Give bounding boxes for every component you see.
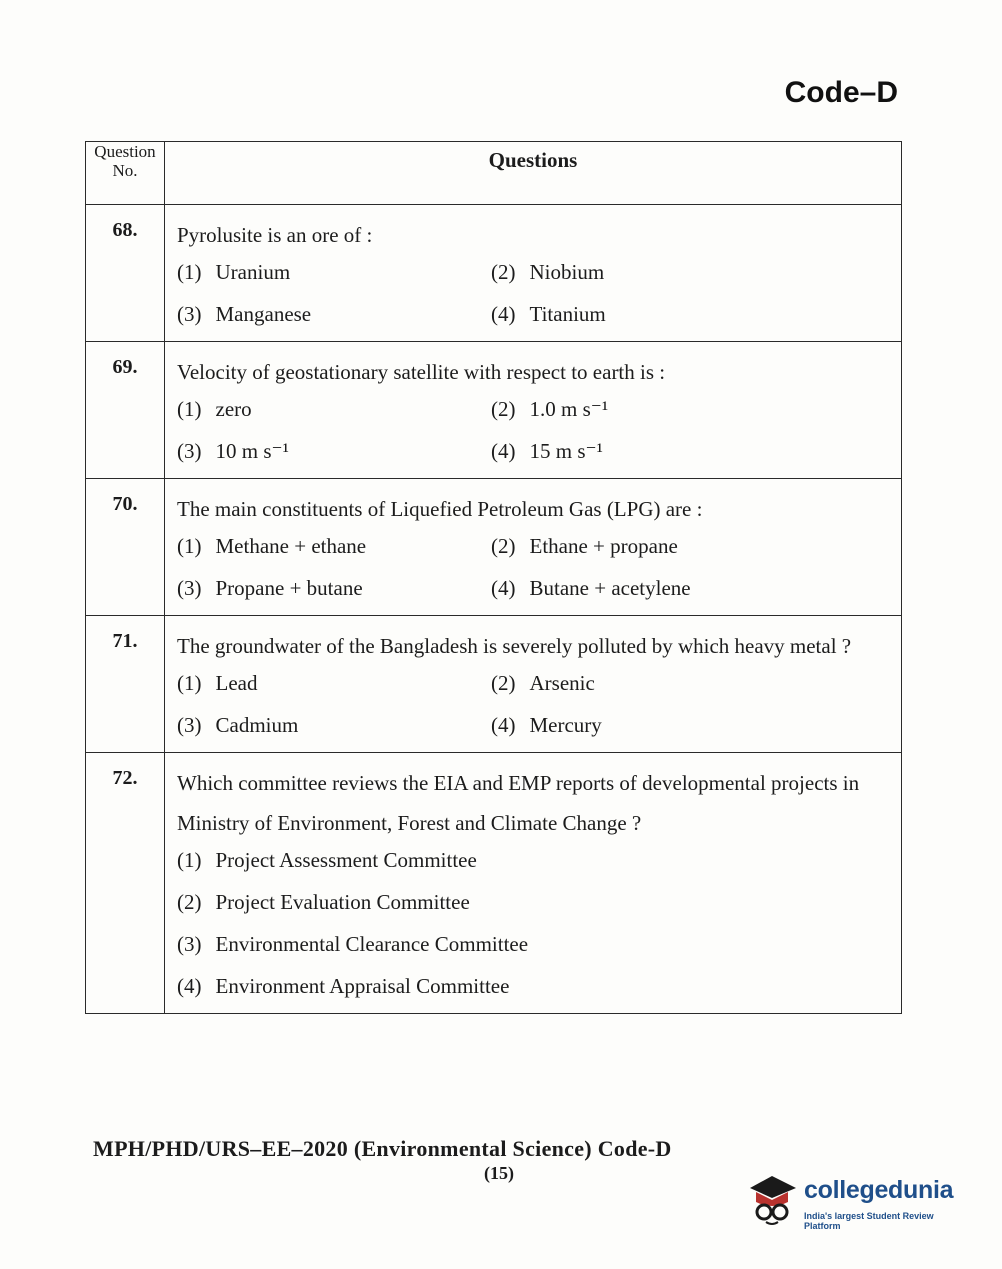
table-header-row [86,142,902,205]
option-text: Cadmium [215,713,299,737]
option-group [177,396,895,464]
option-number: (1) [177,397,202,421]
question-row [86,205,902,342]
answer-option [491,301,895,327]
option-group [177,670,895,738]
option-number: (3) [177,439,202,463]
question-number: 72. [86,753,165,1014]
option-number: (1) [177,848,202,872]
answer-option [491,575,895,601]
question-number: 68. [86,205,165,342]
brand-name: collegedunia [804,1176,954,1204]
question-body [165,479,902,616]
answer-option [491,533,895,559]
option-text: Titanium [529,302,606,326]
option-number: (2) [491,397,516,421]
question-number: 70. [86,479,165,616]
question-body [165,753,902,1014]
option-number: (2) [491,534,516,558]
answer-option [177,438,491,464]
option-number: (3) [177,932,202,956]
answer-option [177,301,491,327]
question-row [86,753,902,1014]
option-text: 1.0 m s⁻¹ [529,397,609,421]
answer-option [177,847,895,873]
question-text: The groundwater of the Bangladesh is severely polluted by which heavy metal ? [177,634,852,658]
option-text: Uranium [215,260,291,284]
question-number: 71. [86,616,165,753]
brand-tagline: India's largest Student Review Platform [804,1211,934,1231]
answer-option [177,396,491,422]
answer-option [491,670,895,696]
option-number: (2) [491,671,516,695]
option-text: Methane + ethane [215,534,367,558]
question-body [165,205,902,342]
option-group [177,533,895,601]
option-number: (4) [177,974,202,998]
questions-header: Questions [165,142,902,205]
answer-option [177,931,895,957]
option-text: 10 m s⁻¹ [215,439,289,463]
question-row [86,479,902,616]
option-number: (1) [177,534,202,558]
paper-code: Code–D [784,76,898,109]
option-text: Environment Appraisal Committee [215,974,510,998]
option-group [177,847,895,999]
question-text: Which committee reviews the EIA and EMP reports of developmental projects in Ministry of Environment, Forest and Climate Change ? [177,771,860,835]
question-rows [86,205,902,1014]
option-number: (4) [491,576,516,600]
collegedunia-watermark [742,1170,972,1230]
question-table [85,141,902,1014]
option-number: (3) [177,576,202,600]
answer-option [177,889,895,915]
question-row [86,342,902,479]
option-number: (1) [177,260,202,284]
answer-option [177,712,491,738]
option-number: (2) [177,890,202,914]
question-row [86,616,902,753]
option-number: (1) [177,671,202,695]
option-text: Ethane + propane [529,534,678,558]
answer-option [491,259,895,285]
answer-option [491,438,895,464]
option-number: (4) [491,713,516,737]
question-number: 69. [86,342,165,479]
option-text: zero [215,397,252,421]
option-text: Butane + acetylene [529,576,691,600]
answer-option [177,575,491,601]
answer-option [177,533,491,559]
option-text: 15 m s⁻¹ [529,439,603,463]
option-text: Propane + butane [215,576,363,600]
answer-option [177,670,491,696]
answer-option [177,259,491,285]
option-text: Project Evaluation Committee [215,890,470,914]
question-number-header [86,142,165,205]
option-text: Niobium [529,260,605,284]
option-text: Environmental Clearance Committee [215,932,529,956]
answer-option [491,396,895,422]
answer-option [491,712,895,738]
option-number: (3) [177,302,202,326]
option-number: (4) [491,302,516,326]
option-number: (2) [491,260,516,284]
option-number: (4) [491,439,516,463]
question-number-header-line2: No. [112,161,138,180]
question-body [165,616,902,753]
question-text: Velocity of geostationary satellite with respect to earth is : [177,360,666,384]
question-number-header-line1: Question [94,142,156,161]
question-body [165,342,902,479]
answer-option [177,973,895,999]
page-number: (15) [484,1163,514,1183]
option-text: Lead [215,671,258,695]
option-text: Manganese [215,302,312,326]
student-face-icon [742,1170,802,1228]
question-text: The main constituents of Liquefied Petroleum Gas (LPG) are : [177,497,703,521]
option-text: Mercury [529,713,602,737]
option-number: (3) [177,713,202,737]
option-group [177,259,895,327]
question-text: Pyrolusite is an ore of : [177,223,373,247]
option-text: Project Assessment Committee [215,848,477,872]
option-text: Arsenic [529,671,595,695]
exam-footer: MPH/PHD/URS–EE–2020 (Environmental Science) Code-D [93,1136,672,1161]
